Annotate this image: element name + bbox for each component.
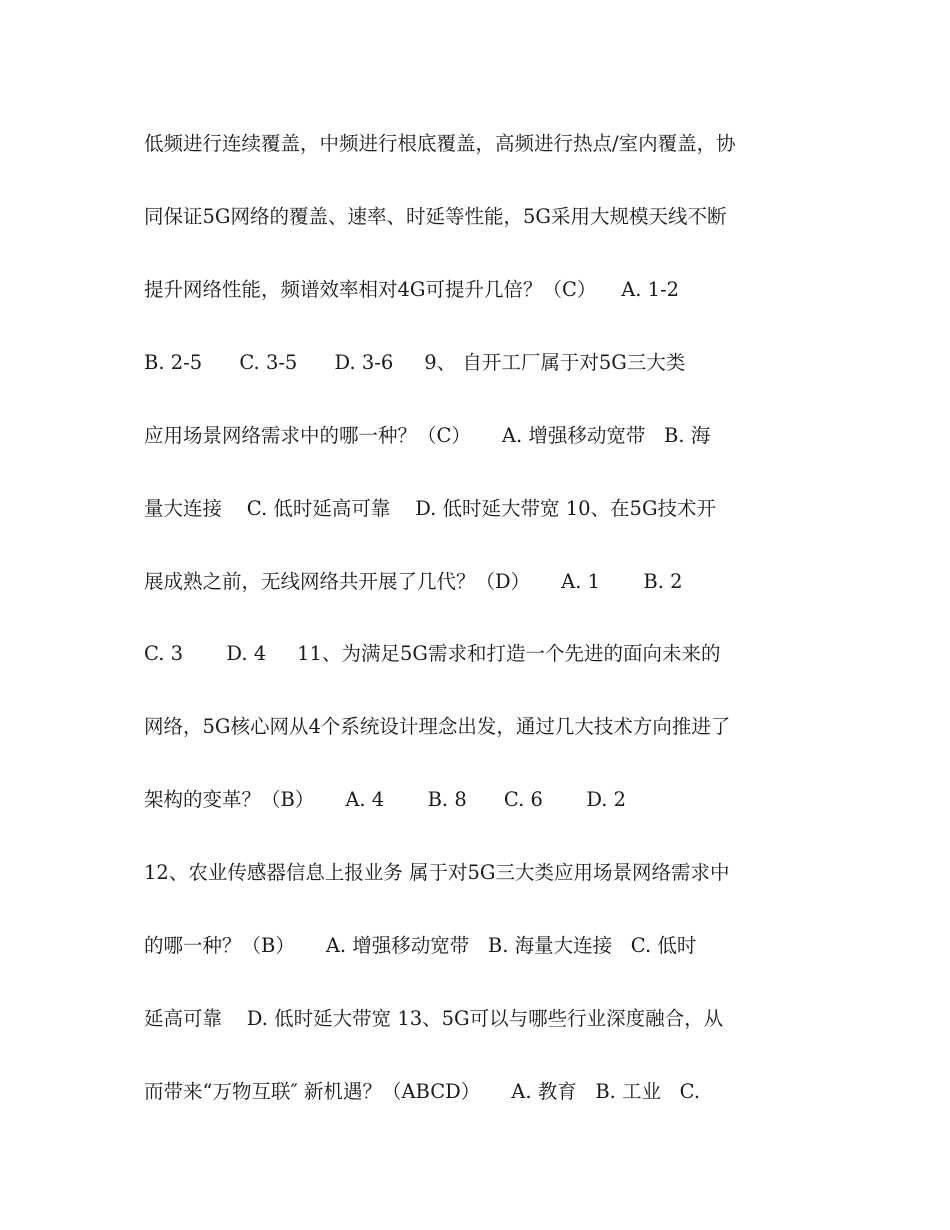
text-line: 12、农业传感器信息上报业务 属于对5G三大类应用场景网络需求中: [144, 861, 730, 884]
text-line: 展成熟之前，无线网络共开展了几代？（D） A. 1 B. 2: [144, 570, 683, 593]
text-line: 延高可靠 D. 低时延大带宽 13、5G可以与哪些行业深度融合，从: [144, 1007, 724, 1030]
text-line: 低频进行连续覆盖，中频进行根底覆盖，高频进行热点/室内覆盖，协: [144, 132, 736, 155]
text-line: 而带来“万物互联″ 新机遇？（ABCD） A. 教育 B. 工业 C.: [144, 1080, 701, 1103]
text-line: 的哪一种？（B） A. 增强移动宽带 B. 海量大连接 C. 低时: [144, 934, 697, 957]
text-line: 网络，5G核心网从4个系统设计理念出发，通过几大技术方向推进了: [144, 715, 731, 738]
text-line: 提升网络性能，频谱效率相对4G可提升几倍？（C） A. 1-2: [144, 278, 680, 301]
text-line: C. 3 D. 4 11、为满足5G需求和打造一个先进的面向未来的: [144, 642, 721, 665]
text-line: 架构的变革？（B） A. 4 B. 8 C. 6 D. 2: [144, 788, 627, 811]
text-line: 同保证5G网络的覆盖、速率、时延等性能，5G采用大规模天线不断: [144, 205, 727, 228]
text-line: 量大连接 C. 低时延高可靠 D. 低时延大带宽 10、在5G技术开: [144, 497, 717, 520]
text-line: 应用场景网络需求中的哪一种？（C） A. 增强移动宽带 B. 海: [144, 424, 711, 447]
text-line: B. 2-5 C. 3-5 D. 3-6 9、 自开工厂属于对5G三大类: [144, 351, 686, 374]
